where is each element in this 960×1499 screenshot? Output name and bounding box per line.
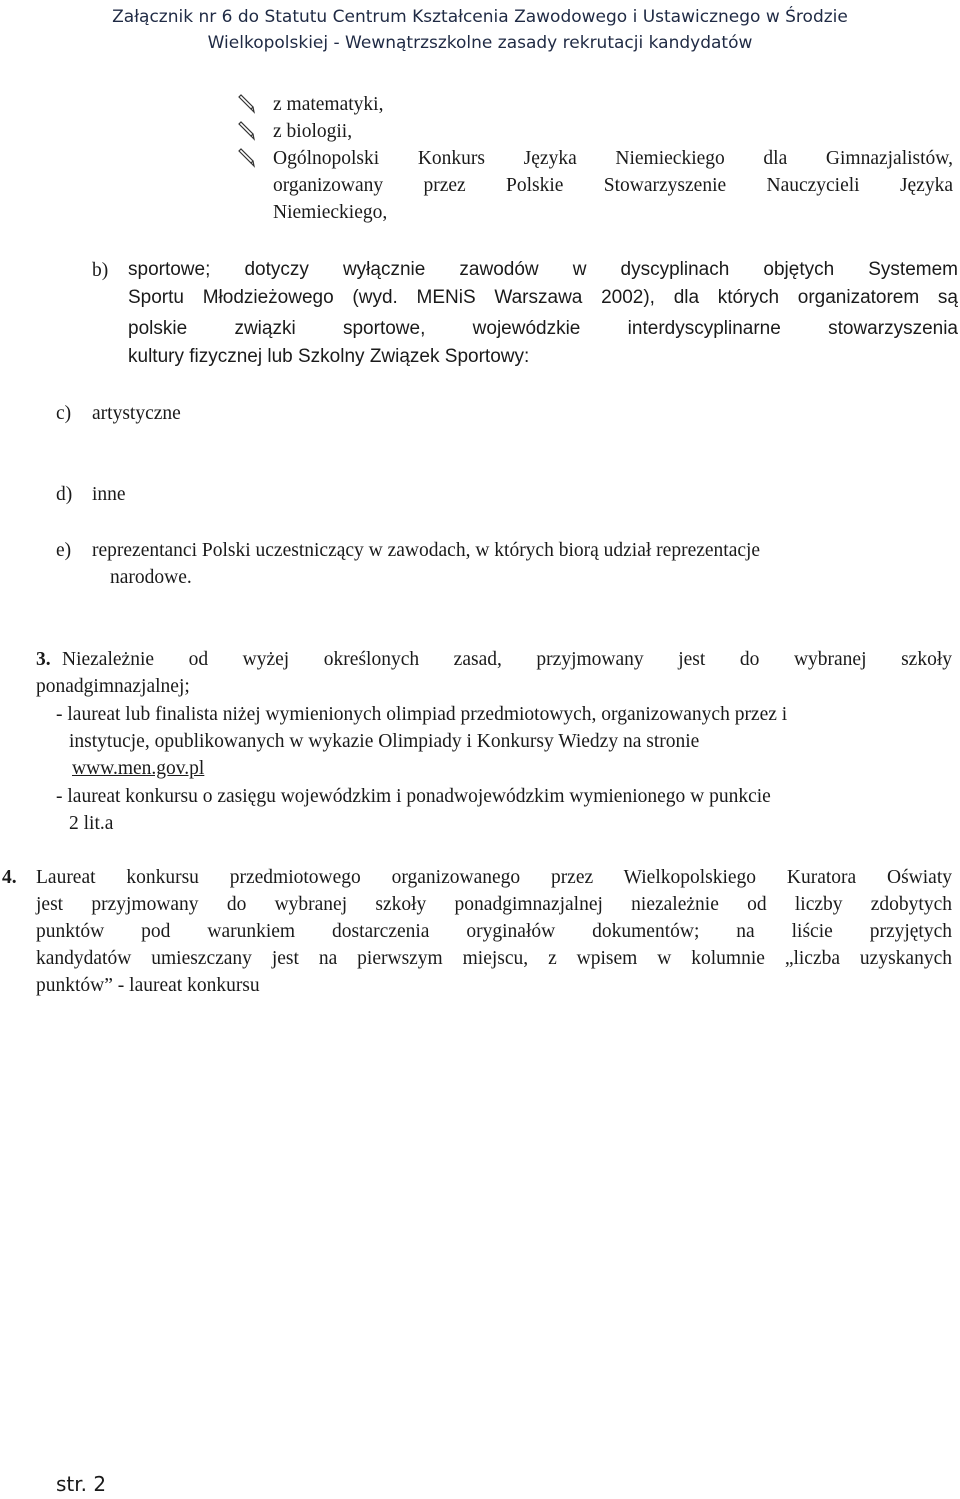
item-b-line-1: sportowe; dotyczy wyłącznie zawodów w dyscyplinach objętych Systemem — [128, 259, 958, 280]
item-d-marker: d) — [56, 484, 73, 505]
bullet-item-2: z biologii, — [273, 121, 353, 142]
bullet-item-3-line-2: organizowany przez Polskie Stowarzyszenie Nauczycieli Języka — [273, 175, 953, 196]
section-3-line-2: ponadgimnazjalnej; — [36, 676, 190, 697]
document-header — [0, 4, 960, 56]
section-4-line-4: kandydatów umieszczany jest na pierwszym miejscu, z wpisem w kolumnie „liczba uzyskanych — [36, 948, 952, 969]
section-3-dash-1-line-1: - laureat lub finalista niżej wymienionych olimpiad przedmiotowych, organizowanych przez i — [56, 704, 788, 725]
pencil-icon — [236, 94, 256, 114]
item-b-line-4: kultury fizycznej lub Szkolny Związek Sportowy: — [128, 346, 530, 367]
pencil-icon — [236, 148, 256, 168]
bullet-item-1: z matematyki, — [273, 94, 384, 115]
section-3-dash-2-line-2: 2 lit.a — [69, 813, 114, 834]
section-4-line-5: punktów” - laureat konkursu — [36, 975, 260, 996]
item-b-line-2: Sportu Młodzieżowego (wyd. MENiS Warszawa 2002), dla których organizatorem są — [128, 287, 958, 308]
section-3-line-1: Niezależnie od wyżej określonych zasad, przyjmowany jest do wybranej szkoły — [62, 649, 952, 670]
item-b-marker: b) — [92, 260, 109, 281]
bullet-item-3-line-1: Ogólnopolski Konkurs Języka Niemieckiego dla Gimnazjalistów, — [273, 148, 953, 169]
header-line-2: Wielkopolskiej - Wewnątrzszkolne zasady rekrutacji kandydatów — [207, 33, 753, 53]
header-line-1: Załącznik nr 6 do Statutu Centrum Kształcenia Zawodowego i Ustawicznego w Środzie — [112, 7, 848, 27]
item-c-text: artystyczne — [92, 403, 181, 424]
pencil-icon — [236, 121, 256, 141]
item-e-marker: e) — [56, 540, 72, 561]
bullet-item-3-line-3: Niemieckiego, — [273, 202, 388, 223]
men-gov-link[interactable]: www.men.gov.pl — [72, 758, 205, 779]
section-3-number: 3. — [36, 649, 51, 670]
section-4-line-3: punktów pod warunkiem dostarczenia oryginałów dokumentów; na liście przyjętych — [36, 921, 952, 942]
item-d-text: inne — [92, 484, 126, 505]
item-e-line-1: reprezentanci Polski uczestniczący w zawodach, w których biorą udział reprezentacje — [92, 540, 761, 561]
section-4-number: 4. — [2, 867, 17, 888]
section-4-line-1: Laureat konkursu przedmiotowego organizowanego przez Wielkopolskiego Kuratora Oświaty — [36, 867, 952, 888]
item-e-line-2: narodowe. — [110, 567, 192, 588]
item-b-line-3: polskie związki sportowe, wojewódzkie interdyscyplinarne stowarzyszenia — [128, 318, 958, 339]
section-3-dash-1-line-2: instytucje, opublikowanych w wykazie Olimpiady i Konkursy Wiedzy na stronie — [69, 731, 700, 752]
section-3-dash-2-line-1: - laureat konkursu o zasięgu wojewódzkim i ponadwojewódzkim wymienionego w punkcie — [56, 786, 771, 807]
item-c-marker: c) — [56, 403, 72, 424]
page-number: str. 2 — [56, 1472, 107, 1496]
section-4-line-2: jest przyjmowany do wybranej szkoły ponadgimnazjalnej niezależnie od liczby zdobytych — [36, 894, 952, 915]
